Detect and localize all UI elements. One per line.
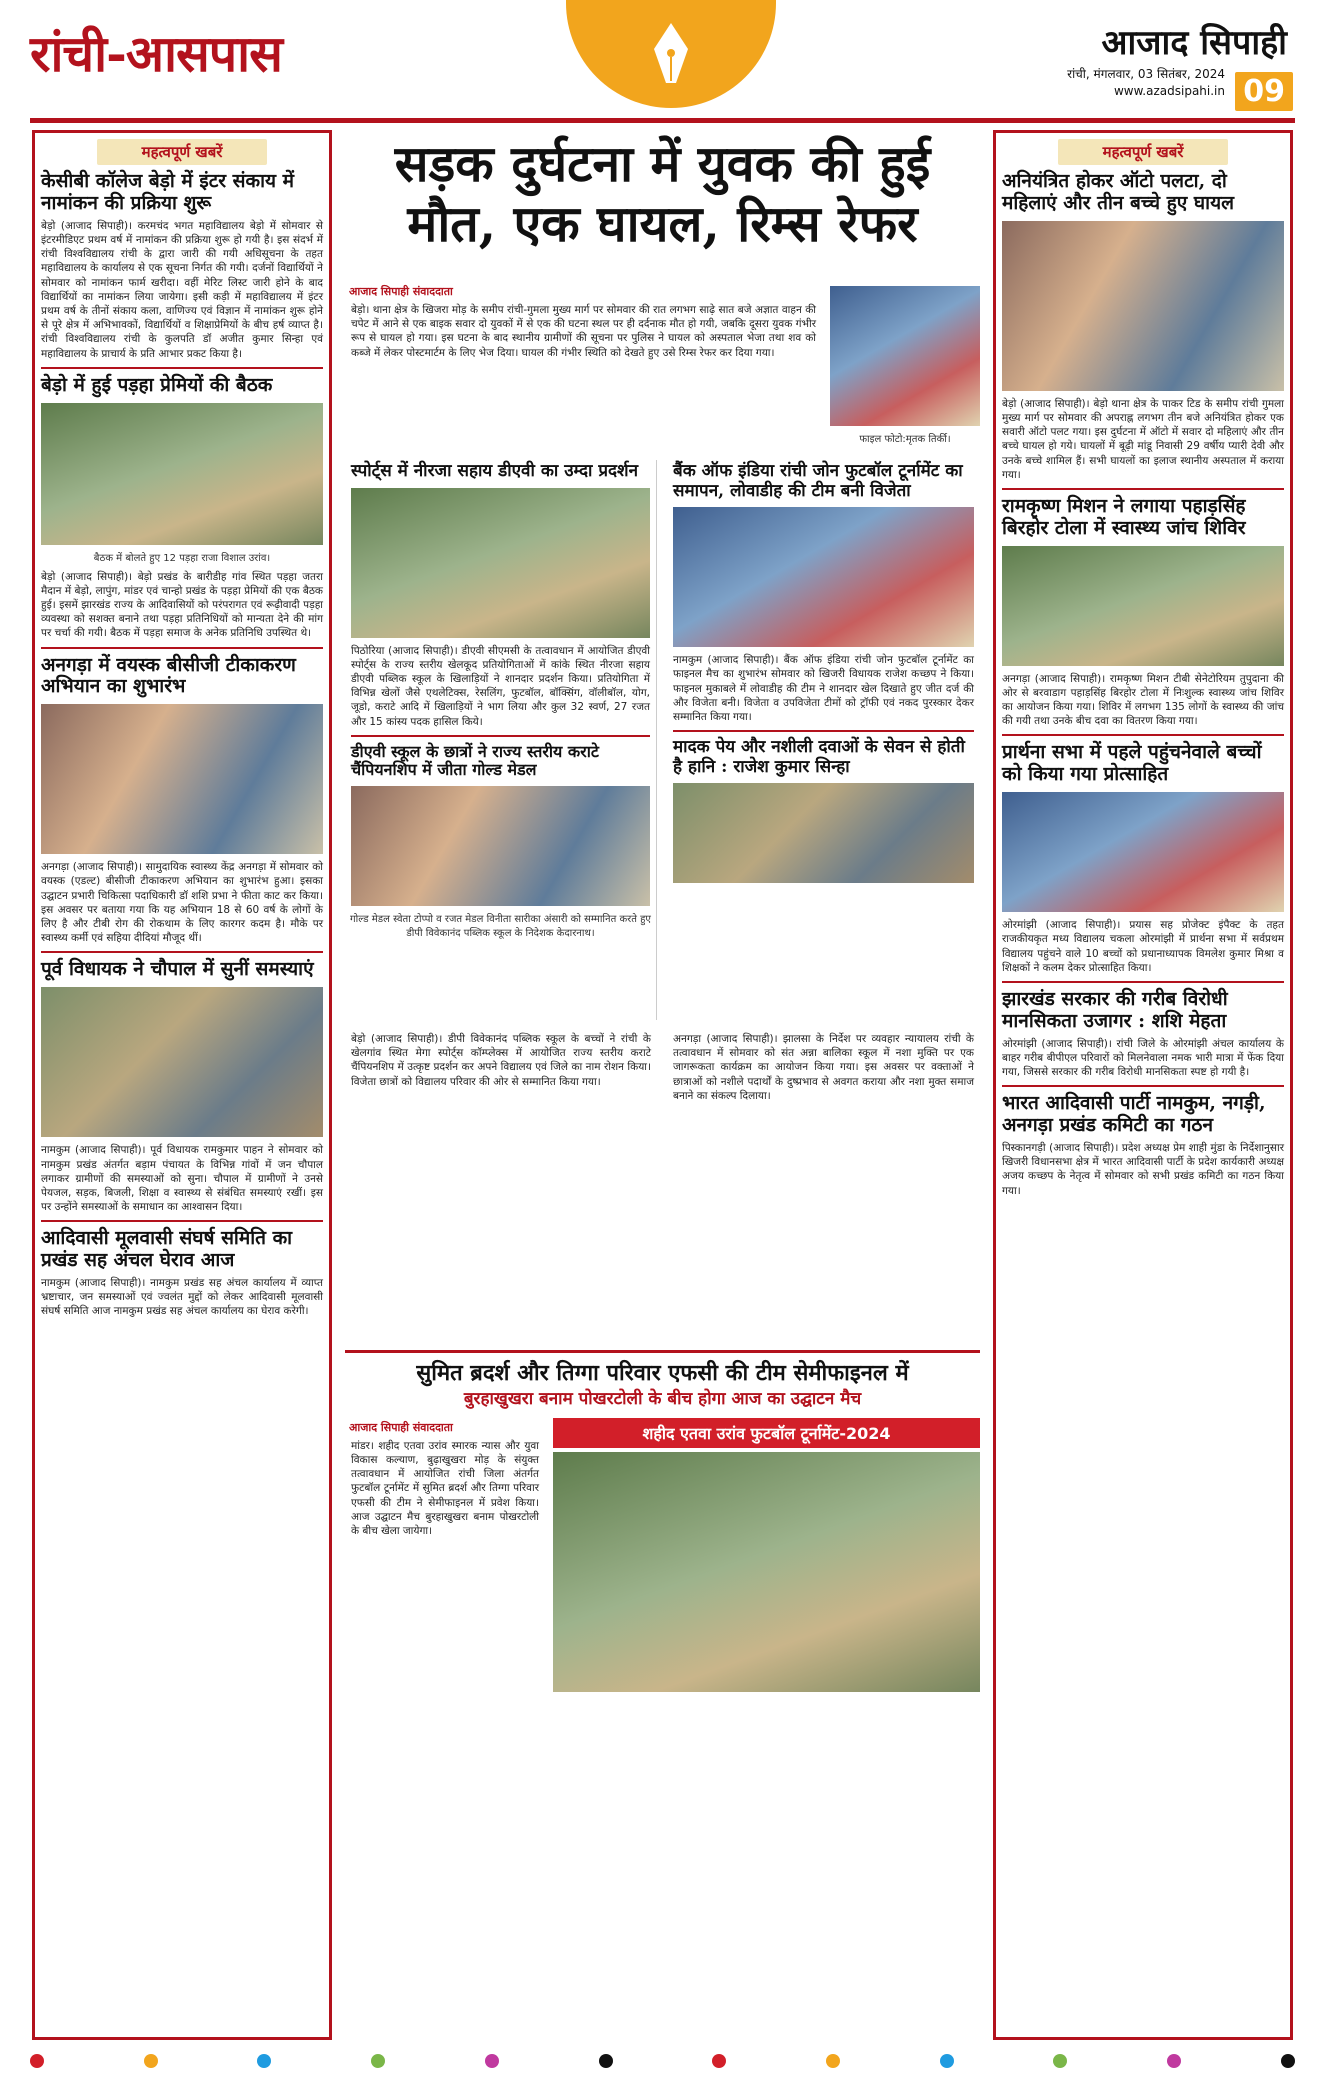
divider xyxy=(351,735,650,737)
article-body: बेड़ो (आजाद सिपाही)। करमचंद भगत महाविद्यालय बेड़ो में सोमवार से इंटरमीडिएट प्रथम वर्ष में नामांकन की प्रक्रिया शुरू हो गयी है। इस संदर्भ में रांची विश्वविद्यालय रांची के द्वारा जारी की गयी अधिसूचना के तहत महाविद्यालय के कार्यालय से एक सूचना निर्गत की गयी। दर्जनों विद्यार्थियों ने सोमवार को नामांकन फार्म खरीदा। वहीं मेरिट लिस्ट जारी होने के बाद विद्यार्थियों का नामांकन लिया जायेगा। इसी कड़ी में महाविद्यालय में इंटर प्रथम वर्ष के तीनों संकाय कला, वाणिज्य एवं विज्ञान में नामांकन शुरू होने से पूरे क्षेत्र में अभिभावकों, विद्यार्थियों व शिक्षाप्रेमियों के बीच हर्ष व्याप्त है। रांची विश्वविद्यालय रांची के कुलपति डॉ अजीत कुमार सिन्हा एवं महाविद्यालय के प्राचार्य के प्रति आभार प्रकट किया है। xyxy=(41,219,323,360)
page-number: 09 xyxy=(1235,72,1293,111)
color-dot xyxy=(826,2054,840,2068)
divider xyxy=(1002,488,1284,490)
section-title: रांची-आसपास xyxy=(30,24,282,83)
awareness-photo xyxy=(673,783,974,883)
article-title: झारखंड सरकार की गरीब विरोधी मानसिकता उजागर : शशि मेहता xyxy=(1002,987,1228,1032)
divider xyxy=(1002,981,1284,983)
article-body: पिस्कानगड़ी (आजाद सिपाही)। प्रदेश अध्यक्ष प्रेम शाही मुंडा के निर्देशानुसार खिजरी विधानसभा क्षेत्र में भारत आदिवासी पार्टी के प्रदेश कार्यकारी अध्यक्ष अजय कच्छप के नेतृत्व में सोमवार को सभी प्रखंड कमिटी का गठन किया गया। xyxy=(1002,1141,1284,1197)
color-dot xyxy=(371,2054,385,2068)
sports-story-1 xyxy=(345,460,657,1020)
tournament-banner: शहीद एतवा उरांव फुटबॉल टूर्नामेंट-2024 xyxy=(553,1418,980,1448)
article-body: मांडर। शहीद एतवा उरांव स्मारक न्यास और युवा विकास कल्याण, बुढ़ाखुखरा मोड़ के संयुक्त तत्वावधान में आयोजित रांची जिला अंतर्गत फुटबॉल टूर्नामेंट में सुमित ब्रदर्श और तिग्गा परिवार एफसी की टीम ने सेमीफाइनल में प्रवेश किया। आज उद्घाटन मैच बुरहाखुखरा बनाम पोखरटोली के बीच खेला जायेगा। xyxy=(351,1439,539,1538)
byline: आजाद सिपाही संवाददाता xyxy=(349,285,453,298)
article-title: बैंक ऑफ इंडिया रांची जोन फुटबॉल टूर्नामेंट का समापन, लोवाडीह की टीम बनी विजेता xyxy=(673,461,963,501)
masthead-rule xyxy=(30,118,1295,123)
color-dot xyxy=(1167,2054,1181,2068)
byline: आजाद सिपाही संवाददाता xyxy=(349,1420,453,1434)
article-title: अनियंत्रित होकर ऑटो पलटा, दो महिलाएं और तीन बच्चे हुए घायल xyxy=(1002,170,1234,214)
article-body: नामकुम (आजाद सिपाही)। नामकुम प्रखंड सह अंचल कार्यालय में व्याप्त भ्रष्टाचार, जन समस्याओं एवं ज्वलंत मुद्दों को लेकर आदिवासी मूलवासी संघर्ष समिति आज नामकुम प्रखंड सह अंचल कार्यालय का घेराव करेगी। xyxy=(41,1277,323,1318)
article-body: बेड़ो (आजाद सिपाही)। डीपी विवेकानंद पब्लिक स्कूल के बच्चों ने रांची के खेलगांव स्थित मेगा स्पोर्ट्स कॉम्प्लेक्स में आयोजित राज्य स्तरीय कराटे चैंपियनशिप में उत्कृष्ट प्रदर्शन कर अपने विद्यालय एवं जिले का नाम रोशन किया। विजेता छात्रों को विद्यालय परिवार की ओर से सम्मानित किया गया। xyxy=(351,1033,651,1088)
divider xyxy=(1002,1085,1284,1087)
divider xyxy=(41,951,323,953)
drug-body-block xyxy=(667,1030,980,1340)
color-dot xyxy=(485,2054,499,2068)
color-dot xyxy=(712,2054,726,2068)
football-team-photo xyxy=(673,507,974,647)
website-link[interactable]: www.azadsipahi.in xyxy=(1113,84,1225,98)
article-body: बेड़ो (आजाद सिपाही)। बेड़ो प्रखंड के बारीडीह गांव स्थित पड़हा जतरा मैदान में बेड़ो, लापुंग, मांडर एवं चान्हो प्रखंड के पड़हा प्रेमियों की एक बैठक हुई। इसमें झारखंड राज्य के आदिवासियों को परंपरागत एवं रूढ़ीवादी पड़हा व्यवस्था को सशक्त बनाने तथा पड़हा प्रतिनिधियों को मान्यता देने की मांग पर चर्चा की गयी। बैठक में पड़हा समाज के अनेक प्रतिनिधि उपस्थित थे। xyxy=(41,570,323,640)
divider xyxy=(41,647,323,649)
article-title: पूर्व विधायक ने चौपाल में सुनीं समस्याएं xyxy=(41,958,314,981)
divider xyxy=(1002,734,1284,736)
article-title: केसीबी कॉलेज बेड़ो में इंटर संकाय में नामांकन की प्रक्रिया शुरू xyxy=(41,170,295,214)
color-dot xyxy=(144,2054,158,2068)
right-column xyxy=(993,130,1293,2040)
divider xyxy=(673,730,974,732)
photo-caption: बैठक में बोलते हुए 12 पड़हा राजा विशाल उरांव। xyxy=(93,552,271,564)
health-camp-photo xyxy=(1002,546,1284,666)
feature-subtitle: बुरहाखुखरा बनाम पोखरटोली के बीच होगा आज का उद्घाटन मैच xyxy=(463,1389,862,1410)
semi-final-feature xyxy=(345,1350,980,2040)
article-body: बेड़ो (आजाद सिपाही)। बेड़ो थाना क्षेत्र के पाकर टिड के समीप रांची गुमला मुख्य मार्ग पर सोमवार की अपराह्न लगभग तीन बजे अनियंत्रित होकर एक सवारी ऑटो पलट गया। इस दुर्घटना में ऑटो में सवार दो महिलाएं और तीन बच्चे घायल हो गये। घायलों में बूढ़ी मांडू निवासी 29 वर्षीय प्यारी देवी और उनके बच्चे शामिल हैं। सभी घायलों का इलाज स्थानीय अस्पताल में कराया गया। xyxy=(1002,397,1284,481)
article-title: भारत आदिवासी पार्टी नामकुम, नगड़ी, अनगड़ा प्रखंड कमिटी का गठन xyxy=(1002,1092,1266,1137)
color-dot xyxy=(1053,2054,1067,2068)
sports-row xyxy=(345,460,980,1020)
chaupal-photo xyxy=(41,987,323,1137)
left-tag: महत्वपूर्ण खबरें xyxy=(97,139,267,165)
article-title: मादक पेय और नशीली दवाओं के सेवन से होती है हानि : राजेश कुमार सिन्हा xyxy=(673,737,965,777)
accident-photo xyxy=(1002,221,1284,391)
article-title: रामकृष्ण मिशन ने लगाया पहाड़सिंह बिरहोर टोला में स्वास्थ्य जांच शिविर xyxy=(1002,494,1246,539)
article-title: डीएवी स्कूल के छात्रों ने राज्य स्तरीय कराटे चैंपियनशिप में जीता गोल्ड मेडल xyxy=(351,741,599,780)
article-title: स्पोर्ट्स में नीरजा सहाय डीएवी का उम्दा प्रदर्शन xyxy=(351,461,639,481)
vaccination-photo xyxy=(41,704,323,854)
article-body: बेड़ो। थाना क्षेत्र के खिजरा मोड़ के समीप रांची-गुमला मुख्य मार्ग पर सोमवार की रात लगभग साढ़े सात बजे अज्ञात वाहन की चपेट में आने से एक बाइक सवार दो युवकों में से एक की घटना स्थल पर ही दर्दनाक मौत हो गयी, जबकि दूसरा युवक गंभीर रूप से घायल हो गया। इस घटना के बाद स्थानीय ग्रामीणों की सूचना पर पुलिस ने घायल को अस्पताल भेजा तथा शव को कब्जे में लेकर पोस्टमार्टम के लिए भेज दिया। घायल की गंभीर स्थिति को देखते हुए उसे रिम्स रेफर कर दिया गया। xyxy=(351,304,816,359)
footer-color-bar xyxy=(30,2050,1295,2072)
masthead xyxy=(0,0,1325,118)
lead-headline: सड़क दुर्घटना में युवक की हुई मौत, एक घायल, रिम्स रेफर xyxy=(394,134,931,253)
pen-nib-logo xyxy=(566,0,776,108)
article-body: नामकुम (आजाद सिपाही)। पूर्व विधायक रामकुमार पाहन ने सोमवार को नामकुम प्रखंड अंतर्गत बड़ाम पंचायत के विभिन्न गांवों में जन चौपाल लगाकर ग्रामीणों की समस्याओं को सुना। चौपाल में ग्रामीणों ने उनसे पेयजल, सड़क, बिजली, शिक्षा व स्वास्थ्य से संबंधित समस्याएं रखीं। इस पर उन्होंने समस्याओं के समाधान का आश्वासन दिया। xyxy=(41,1144,323,1214)
article-body: अनगड़ा (आजाद सिपाही)। रामकृष्ण मिशन टीबी सेनेटोरियम तुपुदाना की ओर से बरवाडाग पहाड़सिंह बिरहोर टोला में निःशुल्क स्वास्थ्य जांच शिविर का आयोजन किया गया। शिविर में लगभग 135 लोगों के स्वास्थ्य की जांच की गयी तथा उनके बीच दवा का वितरण किया गया। xyxy=(1002,672,1284,728)
article-body: ओरमांझी (आजाद सिपाही)। प्रयास सह प्रोजेक्ट इंपैक्ट के तहत राजकीयकृत मध्य विद्यालय चकला ओरमांझी में प्रार्थना सभा में सर्वप्रथम विद्यालय पहुंचने वाले 10 बच्चों को प्रधानाध्यापक विमलेश कुमार मिश्रा व शिक्षकों ने कलम देकर प्रोत्साहित किया। xyxy=(1002,919,1284,974)
divider xyxy=(41,367,323,369)
left-column xyxy=(32,130,332,2040)
dateline xyxy=(1067,66,1225,100)
article-title: अनगड़ा में वयस्क बीसीजी टीकाकरण अभियान का शुभारंभ xyxy=(41,653,296,698)
victim-photo xyxy=(830,286,980,426)
article-body: पिठोरिया (आजाद सिपाही)। डीएवी सीएमसी के तत्वावधान में आयोजित डीएवी स्पोर्ट्स के राज्य स्तरीय खेलकूद प्रतियोगिताओं में कांके स्थित नीरजा सहाय डीएवी पब्लिक स्कूल के खिलाड़ियों ने शानदार प्रदर्शन किया। प्रतियोगिता में विभिन्न खेलों जैसे एथलेटिक्स, रेसलिंग, फुटबॉल, बॉक्सिंग, वॉलीबॉल, योग, जूडो, कराटे आदि में खिलाड़ियों ने भाग लिया और कुल 32 स्वर्ण, 27 रजत और 15 कांस्य पदक हासिल किये। xyxy=(351,644,650,728)
divider xyxy=(41,1220,323,1222)
photo-caption: गोल्ड मेडल स्वेता टोप्पो व रजत मेडल विनीता सारीका अंसारी को सम्मानित करते हुए डीपी विवेकानंद पब्लिक स्कूल के निदेशक केदारनाथ। xyxy=(350,913,651,939)
mid-row xyxy=(345,1030,980,1340)
prayer-photo xyxy=(1002,792,1284,912)
color-dot xyxy=(599,2054,613,2068)
football-match-photo xyxy=(553,1452,980,1692)
karate-photo xyxy=(351,786,650,906)
color-dot xyxy=(30,2054,44,2068)
color-dot xyxy=(257,2054,271,2068)
color-dot xyxy=(1281,2054,1295,2068)
meeting-photo xyxy=(41,403,323,545)
article-body: ओरमांझी (आजाद सिपाही)। रांची जिले के ओरमांझी अंचल कार्यालय के बाहर गरीब बीपीएल परिवारों को मिलनेवाला नमक भारी मात्रा में फेंक दिया गया, जिससे सरकार की गरीब विरोधी मानसिकता स्पष्ट हो गयी है। xyxy=(1002,1037,1284,1078)
article-title: बेड़ो में हुई पड़हा प्रेमियों की बैठक xyxy=(41,373,273,396)
newspaper-brand: आजाद सिपाही xyxy=(1101,23,1287,63)
karate-body-block xyxy=(345,1030,657,1340)
article-body: नामकुम (आजाद सिपाही)। बैंक ऑफ इंडिया रांची जोन फुटबॉल टूर्नामेंट का फाइनल मैच का शुभारंभ सोमवार को खिजरी विधायक राजेश कच्छप ने किया। फाइनल मुकाबले में लोवाडीह की टीम ने शानदार खेल दिखाते हुए जीत दर्ज की और विजेता बनी। विजेता व उपविजेता टीमों को ट्रॉफी एवं नकद पुरस्कार देकर सम्मानित किया गया। xyxy=(673,654,974,723)
sports-story-2 xyxy=(667,460,980,1020)
sports-photo xyxy=(351,488,650,638)
pen-nib-icon xyxy=(646,19,696,89)
article-body: अनगड़ा (आजाद सिपाही)। झालसा के निर्देश पर व्यवहार न्यायालय रांची के तत्वावधान में सोमवार को संत अन्ना बालिका स्कूल में नशा मुक्ति पर एक जागरूकता कार्यक्रम का आयोजन किया गया। इस अवसर पर वक्ताओं ने छात्राओं को नशीले पदार्थों के दुष्प्रभाव से अवगत कराया और नशा मुक्त समाज बनाने का संकल्प दिलाया। xyxy=(673,1033,974,1102)
article-body: अनगड़ा (आजाद सिपाही)। सामुदायिक स्वास्थ्य केंद्र अनगड़ा में सोमवार को वयस्क (एडल्ट) बीसीजी टीकाकरण अभियान का शुभारंभ हुआ। इसका उद्घाटन प्रभारी चिकित्सा पदाधिकारी डॉ शशि प्रभा ने फीता काट कर किया। इस अवसर पर बताया गया कि यह अभियान 18 से 60 वर्ष के लोगों के लिए है और टीबी रोग की रोकथाम के लिए कारगर कदम है। मौके पर स्वास्थ्य कर्मी एवं सहिया दीदियां मौजूद थीं। xyxy=(41,861,323,945)
photo-caption: फाइल फोटो:मृतक तिर्की। xyxy=(859,434,951,445)
color-dot xyxy=(940,2054,954,2068)
article-title: प्रार्थना सभा में पहले पहुंचनेवाले बच्चों को किया गया प्रोत्साहित xyxy=(1002,741,1262,786)
article-title: आदिवासी मूलवासी संघर्ष समिति का प्रखंड सह अंचल घेराव आज xyxy=(41,1227,293,1272)
date-text: रांची, मंगलवार, 03 सितंबर, 2024 xyxy=(1067,67,1225,81)
feature-title: सुमित ब्रदर्श और तिग्गा परिवार एफसी की टीम सेमीफाइनल में xyxy=(416,1360,909,1386)
right-tag: महत्वपूर्ण खबरें xyxy=(1058,139,1228,165)
lead-story xyxy=(345,282,980,452)
